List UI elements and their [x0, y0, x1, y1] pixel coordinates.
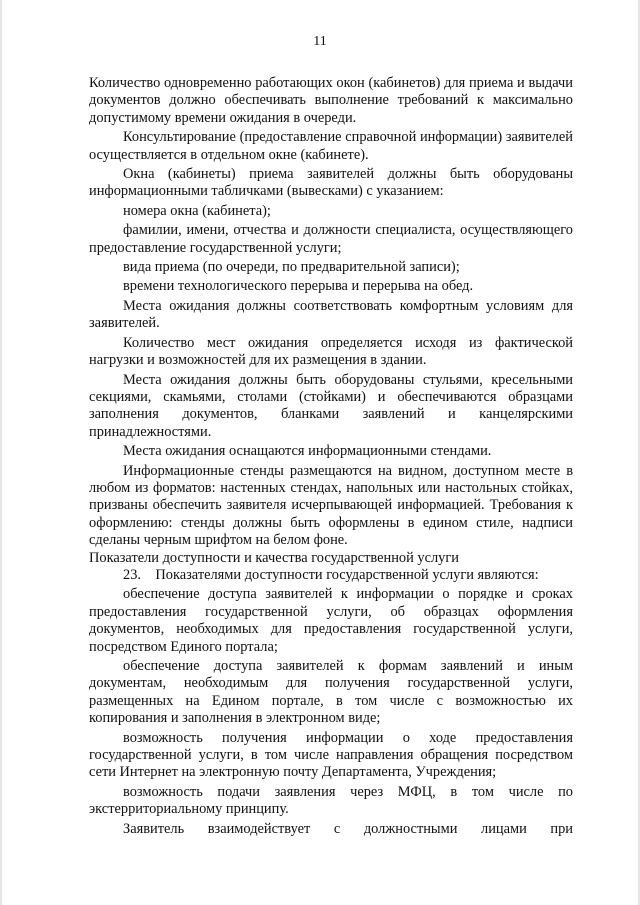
list-item-progress-info: возможность получения информации о ходе предоставления государственной услуги, в том числе направления обращения посредством сети Интернет на электронную почту Департамента, Учреждения; [89, 729, 573, 781]
scan-edge-left [0, 0, 2, 905]
paragraph-consulting: Консультирование (предоставление справочной информации) заявителей осуществляется в отдельном окне (кабинете). [89, 129, 573, 163]
list-item-info-access: обеспечение доступа заявителей к информации о порядке и сроках предоставления государственной услуги, об образцах оформления документов, необходимых для предоставления государственной услуги, посредством Единого портала; [89, 586, 573, 655]
paragraph-waiting-seats: Количество мест ожидания определяется исходя из фактической нагрузки и возможностей для их размещения в здании. [89, 334, 573, 369]
paragraph-windows-count: Количество одновременно работающих окон (кабинетов) для приема и выдачи документов должно обеспечивать выполнение требований к максимально допустимому времени ожидания в очереди. [89, 75, 573, 126]
document-body [89, 75, 573, 838]
list-item-break-time: времени технологического перерыва и перерыва на обед. [123, 278, 474, 295]
paragraph-waiting-furniture: Места ожидания должны быть оборудованы стульями, кресельными секциями, скамьями, столами (стойками) и обеспечиваются образцами заполнения документов, бланками заявлений и канцелярскими принадлежностями. [89, 371, 573, 440]
list-item-window-number: номера окна (кабинета); [123, 202, 271, 219]
paragraph-windows-equipment: Окна (кабинеты) приема заявителей должны быть оборудованы информационными табличками (вывесками) с указанием: [89, 166, 573, 200]
paragraph-waiting-comfort: Места ожидания должны соответствовать комфортным условиям для заявителей. [89, 297, 573, 332]
paragraph-applicant-interaction: Заявитель взаимодействует с должностными лицами при [123, 820, 573, 837]
page-number: 11 [313, 34, 327, 49]
paragraph-23-accessibility: 23. Показателями доступности государственной услуги являются: [123, 566, 539, 583]
section-heading: Показатели доступности и качества государственной услуги [89, 549, 459, 566]
paragraph-stand-placement: Информационные стенды размещаются на видном, доступном месте в любом из форматов: настенных стендах, напольных или настольных стойках, призваны обеспечить заявителя исчерпывающей информацией. Требования к оформлению: стенды должны быть оформлены в едином стиле, надписи сделаны черным шрифтом на белом фоне. [89, 462, 573, 549]
paragraph-info-stands: Места ожидания оснащаются информационными стендами. [123, 443, 492, 460]
list-item-specialist-name: фамилии, имени, отчества и должности специалиста, осуществляющего предоставление государственной услуги; [89, 222, 573, 256]
list-item-forms-access: обеспечение доступа заявителей к формам заявлений и иным документам, необходимым для получения государственной услуги, размещенных на Едином портале, в том числе с возможностью их копирования и заполнения в электронном виде; [89, 658, 573, 727]
list-item-reception-type: вида приема (по очереди, по предварительной записи); [123, 259, 460, 276]
list-item-mfc-submission: возможность подачи заявления через МФЦ, в том числе по экстерриториальному принципу. [89, 783, 573, 818]
